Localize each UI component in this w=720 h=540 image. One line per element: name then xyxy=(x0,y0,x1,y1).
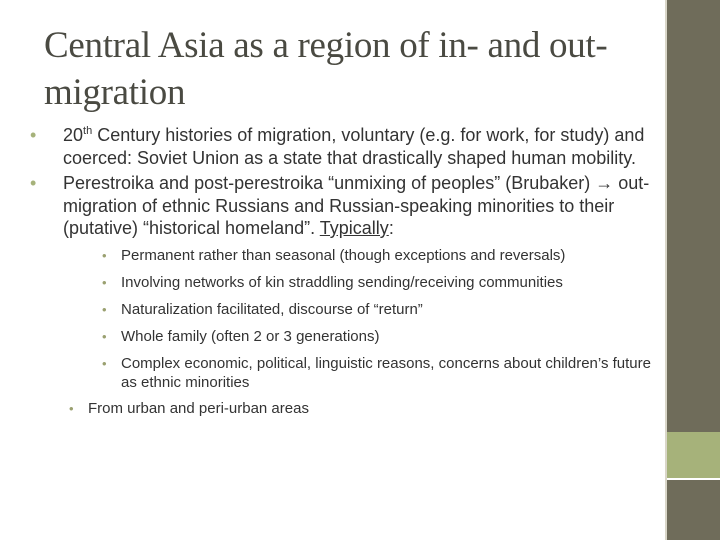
sub-bullet-text: Whole family (often 2 or 3 generations) xyxy=(121,327,380,345)
sub-bullet-text: From urban and peri-urban areas xyxy=(88,399,309,417)
bullet-item-3-continuation xyxy=(30,399,665,419)
sub-bullet-icon: • xyxy=(102,355,107,371)
arrow-right-icon: → xyxy=(595,173,614,193)
bullet-icon: • xyxy=(30,125,37,145)
sub-bullet-text: Complex economic, political, linguistic reasons, concerns about children’s future as ethnic minorities xyxy=(121,354,651,391)
sub-bullet-item xyxy=(63,273,665,293)
sub-bullet-item xyxy=(63,354,665,392)
sub-bullet-text: Permanent rather than seasonal (though exceptions and reversals) xyxy=(121,246,566,264)
sub-bullet-icon: • xyxy=(69,400,74,416)
sidebar-bottom-block xyxy=(667,480,720,540)
sidebar-top-block xyxy=(667,0,720,432)
bullet-2-suffix: : xyxy=(388,218,394,238)
bullet-list xyxy=(30,124,665,419)
bullet-2-underlined: Typically xyxy=(319,218,389,238)
bullet-1-prefix: 20 xyxy=(63,125,84,145)
sub-bullet-list xyxy=(63,246,665,392)
bullet-1-text: Century histories of migration, voluntary (e.g. for work, for study) and coerced: Soviet Union as a state that drastically shaped human mobility. xyxy=(63,125,645,168)
bullet-2-text-after-arrow: out-migration of ethnic Russians and Russian-speaking minorities to their (putative) “historical homeland”. xyxy=(63,173,650,238)
sub-bullet-icon: • xyxy=(102,328,107,344)
sub-bullet-item xyxy=(63,300,665,320)
bullet-item-1 xyxy=(30,124,665,169)
bullet-2-text-before-arrow: Perestroika and post-perestroika “unmixing of peoples” (Brubaker) xyxy=(63,173,596,193)
sidebar-accent-block xyxy=(667,432,720,478)
slide-title: Central Asia as a region of in- and out-migration xyxy=(44,25,608,113)
sub-bullet-text: Naturalization facilitated, discourse of “return” xyxy=(121,300,423,318)
sub-bullet-icon: • xyxy=(102,274,107,290)
sub-bullet-item xyxy=(63,246,665,266)
sub-bullet-item xyxy=(63,327,665,347)
bullet-icon: • xyxy=(30,173,37,193)
bullet-item-2 xyxy=(30,172,665,392)
sub-bullet-icon: • xyxy=(102,247,107,263)
sub-bullet-text: Involving networks of kin straddling sending/receiving communities xyxy=(121,273,563,291)
bullet-1-superscript: th xyxy=(83,125,93,137)
slide-body xyxy=(30,124,665,422)
sub-bullet-icon: • xyxy=(102,301,107,317)
